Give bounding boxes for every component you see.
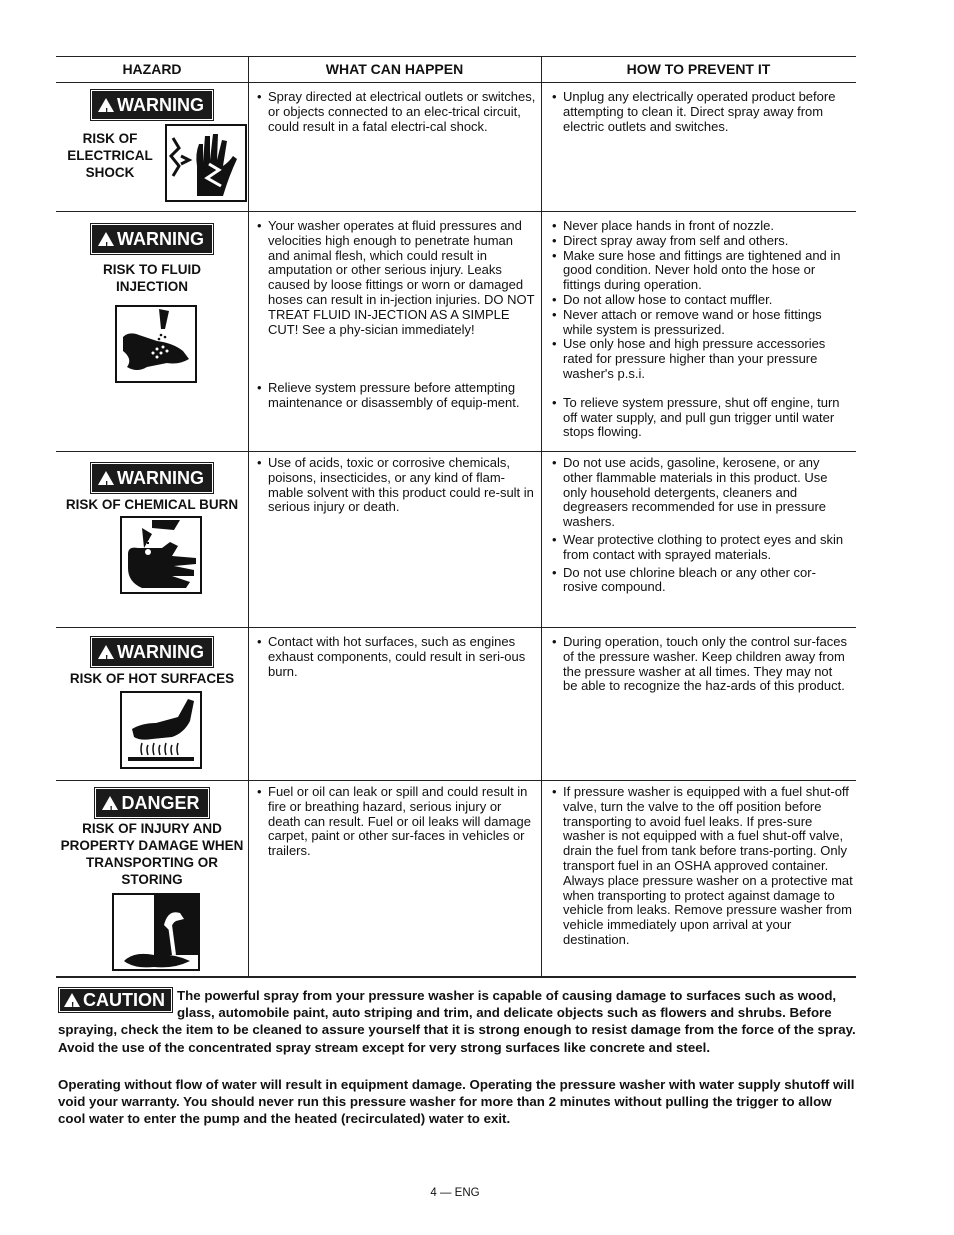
risk-label: RISK OF CHEMICAL BURN	[65, 497, 239, 512]
list-item: • Do not use acids, gasoline, kerosene, or any other flammable materials in this product. Use only household detergents, cleaners and degreasers recommended for use in pressure washers.	[549, 456, 849, 530]
list-item: • Relieve system pressure before attempting maintenance or disassembly of equip-ment.	[254, 381, 536, 411]
column-divider	[541, 82, 542, 976]
how-cell-chemical	[549, 456, 849, 595]
hazard-cell-hot	[56, 638, 248, 687]
hazard-cell-chemical	[56, 464, 248, 513]
electrical-shock-icon	[165, 124, 247, 202]
hazard-cell-electrical	[56, 91, 248, 119]
how-cell-electrical	[549, 90, 849, 134]
hazard-cell-fluid	[56, 225, 248, 295]
risk-label: RISK OF ELECTRICAL SHOCK	[67, 131, 153, 180]
how-cell-transport	[549, 785, 853, 948]
caution-text: The powerful spray from your pressure washer is capable of causing damage to surfaces such as wood, glass, automobile paint, auto striping and trim, and delicate objects such as flowers and shrubs. Before spraying, check the item to be cleaned to assure yourself that it is strong enough to resist damage from the force of the spray. Avoid the use of the concentrated spray stream except for very strong surfaces like concrete and steel.	[58, 988, 856, 1055]
list-item: • During operation, touch only the control sur-faces of the pressure washer. Keep children away from the pressure washer at all times. They may not be able to recognize the haz-ards of this product.	[549, 635, 849, 694]
header-how-to-prevent: HOW TO PREVENT IT	[626, 61, 771, 77]
chemical-burn-icon	[120, 516, 202, 594]
alert-triangle-icon: !	[64, 993, 80, 1007]
alert-triangle-icon: !	[98, 645, 114, 659]
table-top-rule	[56, 56, 856, 57]
list-item: • Contact with hot surfaces, such as engines exhaust components, could result in seri-ous burn.	[254, 635, 540, 679]
header-hazard: HAZARD	[122, 61, 182, 77]
row-divider	[56, 627, 856, 628]
what-cell-fluid	[254, 219, 536, 411]
hot-surface-icon	[120, 691, 202, 769]
alert-triangle-icon: !	[98, 232, 114, 246]
list-item: • Use only hose and high pressure accessories rated for pressure higher than your pressure washer's p.s.i.	[549, 337, 849, 381]
caution-paragraph	[58, 987, 858, 1056]
fuel-leak-icon	[112, 893, 200, 971]
list-item: • To relieve system pressure, shut off engine, turn off water supply, and pull gun trigger until water stops flowing.	[549, 396, 849, 440]
list-item: • Fuel or oil can leak or spill and could result in fire or breathing hazard, serious injury or death can result. Fuel or oil leaks will damage carpet, paint or other sur-faces in vehicles or trailers.	[254, 785, 536, 859]
list-item: • Spray directed at electrical outlets or switches, or objects connected to an elec-trical circuit, could result in a fatal electri-cal shock.	[254, 90, 536, 134]
what-cell-chemical	[254, 456, 536, 515]
page-number: 4 — ENG	[430, 1187, 480, 1199]
row-divider	[56, 780, 856, 781]
list-item: • Never attach or remove wand or hose fittings while system is pressurized.	[549, 308, 849, 338]
water-flow-paragraph: Operating without flow of water will result in equipment damage. Operating the pressure washer with water supply shutoff will void your warranty. You should never run this pressure washer for more than 2 minutes without pulling the trigger to allow cool water to enter the pump and the heated (recirculated) water to exit.	[58, 1077, 855, 1127]
fluid-injection-icon	[115, 305, 197, 383]
row-divider	[56, 211, 856, 212]
list-item: • Make sure hose and fittings are tightened and in good condition. Never hold onto the hose or fittings during operation.	[549, 249, 849, 293]
list-item: • Unplug any electrically operated product before attempting to clean it. Direct spray away from electric outlets and switches.	[549, 90, 849, 134]
list-item: • Wear protective clothing to protect eyes and skin from contact with sprayed materials.	[549, 533, 849, 563]
risk-label: RISK OF HOT SURFACES	[69, 671, 235, 686]
warning-sign: ! WARNING	[92, 464, 212, 492]
table-bottom-rule	[56, 976, 856, 978]
alert-triangle-icon: !	[102, 796, 118, 810]
alert-triangle-icon: !	[98, 471, 114, 485]
danger-sign: ! DANGER	[96, 789, 207, 817]
hazard-cell-transport	[56, 789, 248, 888]
list-item: • Direct spray away from self and others.	[549, 234, 849, 249]
header-rule	[56, 82, 856, 83]
caution-sign: ! CAUTION	[60, 989, 171, 1011]
list-item: • Do not use chlorine bleach or any other cor-rosive compound.	[549, 566, 849, 596]
list-item: • Use of acids, toxic or corrosive chemicals, poisons, insecticides, or any kind of flam-mable solvent with this product could re-sult in serious injury or death.	[254, 456, 536, 515]
warning-sign: ! WARNING	[92, 638, 212, 666]
risk-label: RISK OF INJURY AND PROPERTY DAMAGE WHEN TRANSPORTING OR STORING	[60, 821, 244, 887]
list-item: • Never place hands in front of nozzle.	[549, 219, 849, 234]
list-item: • Do not allow hose to contact muffler.	[549, 293, 849, 308]
row-divider	[56, 451, 856, 452]
how-cell-fluid	[549, 219, 849, 440]
how-cell-hot	[549, 635, 849, 694]
warning-sign: ! WARNING	[92, 91, 212, 119]
what-cell-hot	[254, 635, 540, 679]
alert-triangle-icon: !	[98, 98, 114, 112]
what-cell-transport	[254, 785, 536, 859]
what-cell-electrical	[254, 90, 536, 134]
header-what-can-happen: WHAT CAN HAPPEN	[325, 61, 464, 77]
risk-label: RISK TO FLUID INJECTION	[102, 262, 201, 294]
list-item: • If pressure washer is equipped with a fuel shut-off valve, turn the valve to the off position before transporting to avoid fuel leaks. If pres-sure washer is not equipped with a fuel shut-off valve, drain the fuel from tank before trans-porting. Only transport fuel in an OSHA approved container. Always place pressure washer on a protective mat when transporting to protect against damage to vehicle from leaks. Remove pressure washer from vehicle immediately upon arrival at your destination.	[549, 785, 853, 948]
column-divider	[248, 82, 249, 976]
list-item: • Your washer operates at fluid pressures and velocities high enough to penetrate human and animal flesh, which could result in amputation or other serious injury. Leaks caused by loose fittings or worn or damaged hoses can result in in-jection injuries. DO NOT TREAT FLUID IN-JECTION AS A SIMPLE CUT! See a phy-sician immediately!	[254, 219, 536, 337]
warning-sign: ! WARNING	[92, 225, 212, 253]
